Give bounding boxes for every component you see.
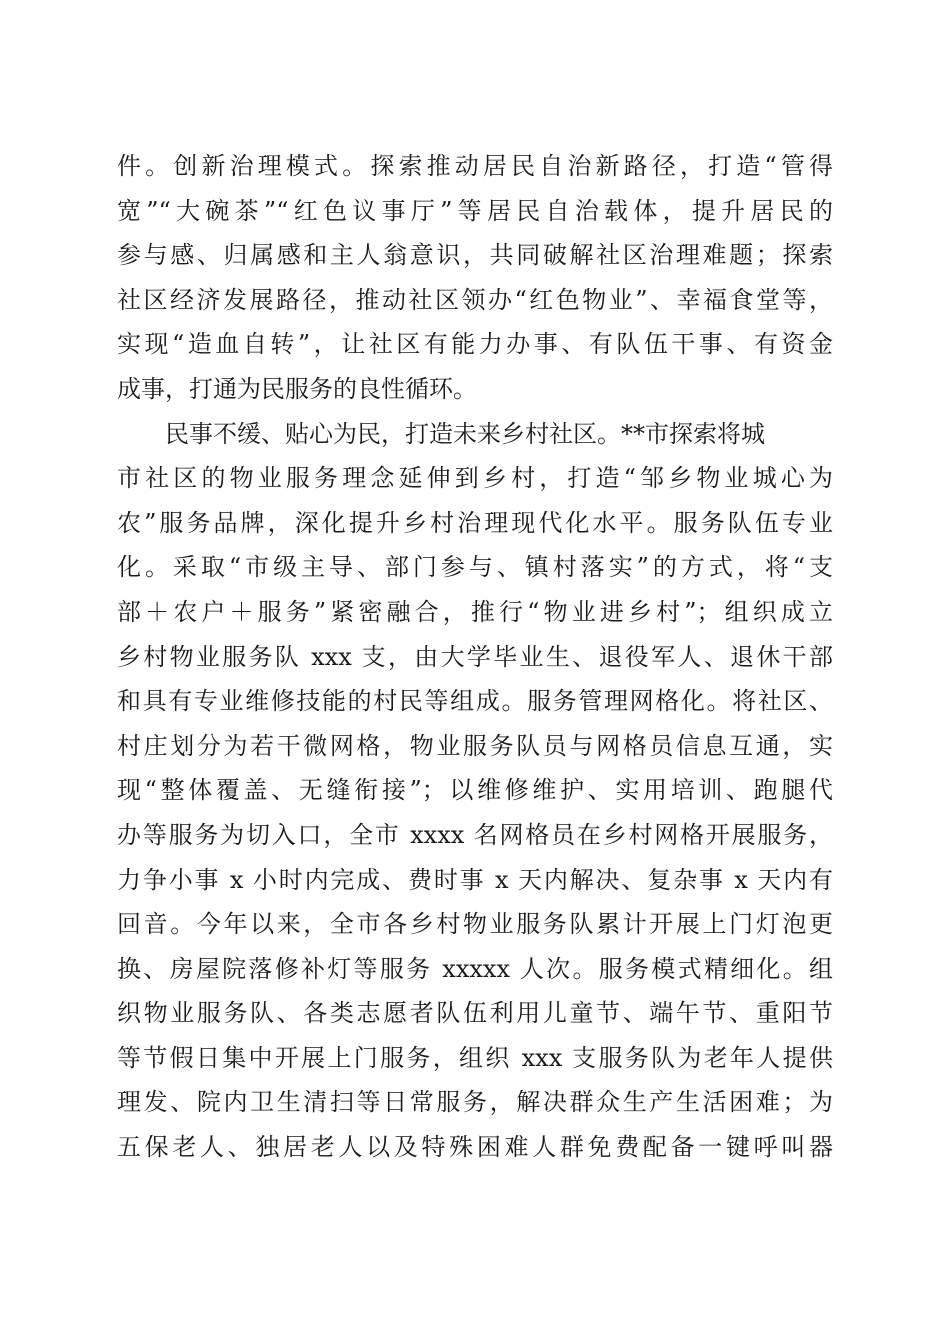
text-line: 织物业服务队、各类志愿者队伍利用儿童节、端午节、重阳节 xyxy=(117,999,833,1028)
text-line: 理发、院内卫生清扫等日常服务，解决群众生产生活困难；为 xyxy=(117,1088,833,1117)
text-line: 市社区的物业服务理念延伸到乡村，打造“邹乡物业城心为 xyxy=(117,464,833,493)
text-line: 实现“造血自转”，让社区有能力办事、有队伍干事、有资金 xyxy=(117,330,833,359)
text-line: 办等服务为切入口，全市 xxxx 名网格员在乡村网格开展服务， xyxy=(117,820,833,849)
paragraph-2 xyxy=(117,412,833,1170)
text-line: 农”服务品牌，深化提升乡村治理现代化水平。服务队伍专业 xyxy=(117,508,833,537)
text-line: 成事，打通为民服务的良性循环。 xyxy=(117,374,477,403)
text-line: 力争小事 x 小时内完成、费时事 x 天内解决、复杂事 x 天内有 xyxy=(117,865,833,894)
text-line: 部＋农户＋服务”紧密融合，推行“物业进乡村”；组织成立 xyxy=(117,597,833,626)
text-line: 宽”“大碗茶”“红色议事厅”等居民自治载体，提升居民的 xyxy=(117,196,833,225)
text-line: 村庄划分为若干微网格，物业服务队员与网格员信息互通，实 xyxy=(117,731,833,760)
text-line: 乡村物业服务队 xxx 支，由大学毕业生、退役军人、退休干部 xyxy=(117,642,833,671)
text-line: 和具有专业维修技能的村民等组成。服务管理网格化。将社区、 xyxy=(117,687,833,716)
text-line: 件。创新治理模式。探索推动居民自治新路径，打造“管得 xyxy=(117,152,833,180)
text-line: 化。采取“市级主导、部门参与、镇村落实”的方式，将“支 xyxy=(117,553,833,582)
body-text xyxy=(117,144,833,1170)
text-line: 回音。今年以来，全市各乡村物业服务队累计开展上门灯泡更 xyxy=(117,910,833,939)
paragraph-1 xyxy=(117,144,833,412)
text-line: 参与感、归属感和主人翁意识，共同破解社区治理难题；探索 xyxy=(117,241,833,270)
text-line: 换、房屋院落修补灯等服务 xxxxx 人次。服务模式精细化。组 xyxy=(117,954,833,983)
text-line: 现“整体覆盖、无缝衔接”；以维修维护、实用培训、跑腿代 xyxy=(117,776,833,805)
text-line: 等节假日集中开展上门服务，组织 xxx 支服务队为老年人提供 xyxy=(117,1043,833,1072)
text-line: 五保老人、独居老人以及特殊困难人群免费配备一键呼叫器 xyxy=(117,1133,833,1162)
text-line: 民事不缓、贴心为民，打造未来乡村社区。**市探索将城 xyxy=(117,419,765,448)
text-line: 社区经济发展路径，推动社区领办“红色物业”、幸福食堂等， xyxy=(117,285,833,314)
